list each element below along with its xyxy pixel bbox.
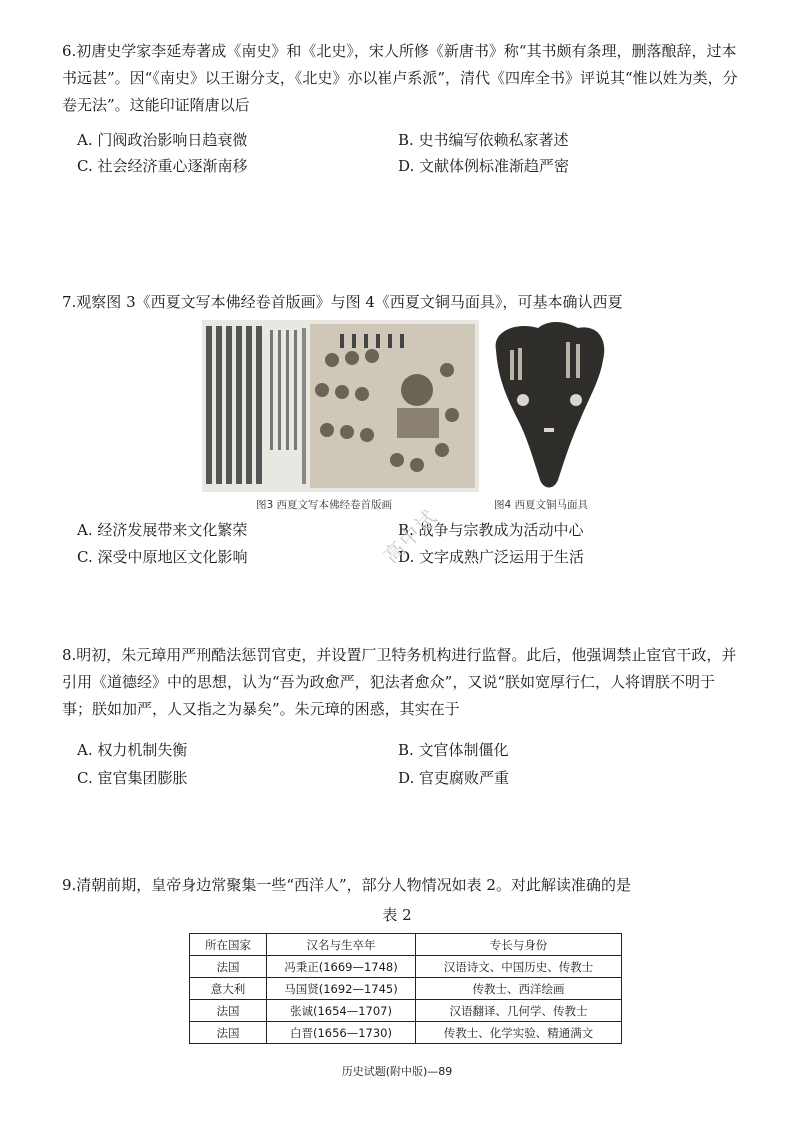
q7-option-d: D. 文字成熟广泛运用于生活 (398, 548, 585, 566)
figure-4-caption: 图4 西夏文铜马面具 (494, 499, 589, 511)
table-row (190, 956, 622, 978)
q6-option-a: A. 门阀政治影响日趋衰微 (77, 131, 248, 149)
q6-option-b: B. 史书编写依赖私家著述 (398, 131, 569, 149)
header-name-years: 汉名与生卒年 (267, 934, 416, 956)
table-2-title: 表 2 (382, 906, 412, 924)
q6-option-d: D. 文献体例标准渐趋严密 (398, 157, 570, 175)
cell-name: 白晋(1656—1730) (267, 1022, 416, 1044)
cell-specialty: 传教士、化学实验、精通满文 (416, 1022, 622, 1044)
question-7-stem: 7.观察图 3《西夏文写本佛经卷首版画》与图 4《西夏文铜马面具》，可基本确认西夏 (62, 293, 623, 311)
cell-country: 意大利 (190, 978, 267, 1000)
q8-option-d: D. 官吏腐败严重 (398, 769, 510, 787)
table-2 (189, 933, 622, 1044)
cell-country: 法国 (190, 956, 267, 978)
figure-4-bronze-horse-mask (488, 320, 610, 492)
q7-option-c: C. 深受中原地区文化影响 (77, 548, 248, 566)
q8-option-c: C. 宦官集团膨胀 (77, 769, 188, 787)
watermark: 高中试 (378, 504, 443, 568)
q6-option-c: C. 社会经济重心逐渐南移 (77, 157, 248, 175)
cell-specialty: 传教士、西洋绘画 (416, 978, 622, 1000)
cell-name: 马国贤(1692—1745) (267, 978, 416, 1000)
q8-option-b: B. 文官体制僵化 (398, 741, 509, 759)
table-header-row (190, 934, 622, 956)
table-row (190, 1022, 622, 1044)
page-footer: 历史试题(附中版)—89 (341, 1065, 453, 1078)
cell-name: 冯秉正(1669—1748) (267, 956, 416, 978)
question-6-stem: 6.初唐史学家李延寿著成《南史》和《北史》，宋人所修《新唐书》称“其书颇有条理，删落酿辞，过本书远甚”。因“《南史》以王谢分支，《北史》亦以崔卢系派”，清代《四库全书》评说其“惟以姓为类，分卷无法”。这能印证隋唐以后 (62, 42, 738, 114)
q8-option-a: A. 权力机制失衡 (77, 741, 188, 759)
question-9-stem: 9.清朝前期，皇帝身边常聚集一些“西洋人”，部分人物情况如表 2。对此解读准确的是 (62, 876, 631, 894)
cell-specialty: 汉语翻译、几何学、传教士 (416, 1000, 622, 1022)
q7-option-a: A. 经济发展带来文化繁荣 (77, 521, 248, 539)
cell-name: 张诚(1654—1707) (267, 1000, 416, 1022)
figure-3-sutra-frontispiece (202, 320, 479, 492)
question-8-stem: 8.明初，朱元璋用严刑酷法惩罚官吏，并设置厂卫特务机构进行监督。此后，他强调禁止宦官干政，并引用《道德经》中的思想，认为“吾为政愈严，犯法者愈众”，又说“朕如宽厚行仁，人将谓朕不明于事；朕如加严，人又指之为暴矣”。朱元璋的困惑，其实在于 (62, 646, 737, 718)
figure-3-caption: 图3 西夏文写本佛经卷首版画 (256, 499, 393, 511)
cell-country: 法国 (190, 1022, 267, 1044)
cell-specialty: 汉语诗文、中国历史、传教士 (416, 956, 622, 978)
header-specialty: 专长与身份 (416, 934, 622, 956)
q7-option-b: B. 战争与宗教成为活动中心 (398, 521, 584, 539)
header-country: 所在国家 (190, 934, 267, 956)
table-row (190, 978, 622, 1000)
cell-country: 法国 (190, 1000, 267, 1022)
table-row (190, 1000, 622, 1022)
